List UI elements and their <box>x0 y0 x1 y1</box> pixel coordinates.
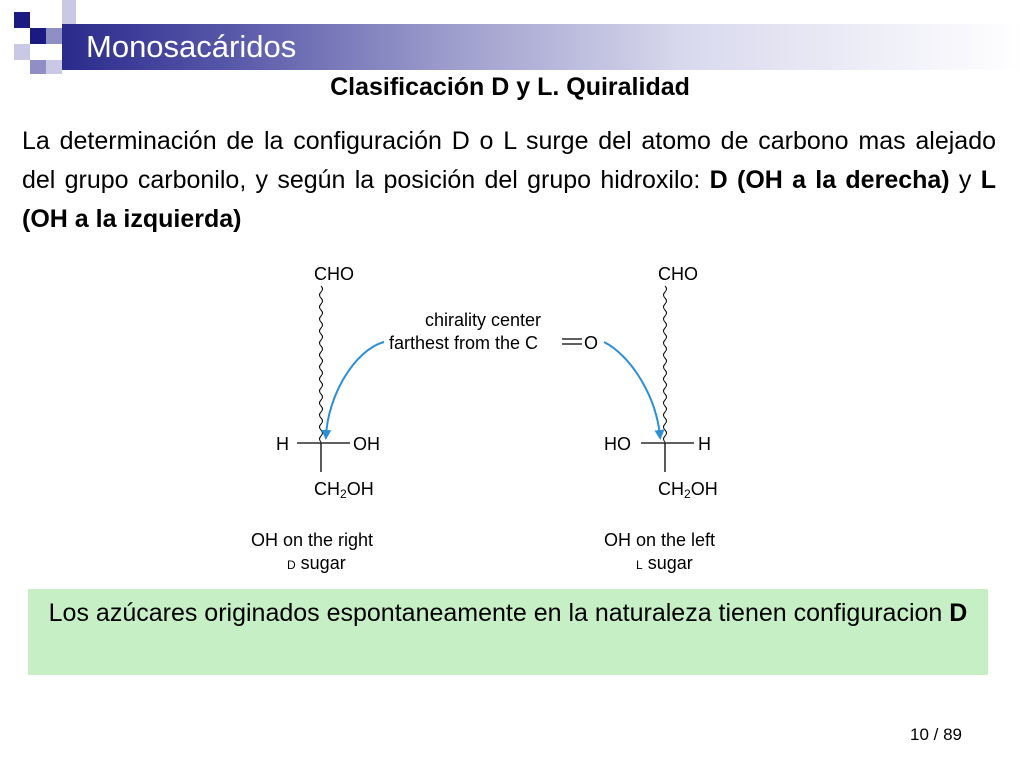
left-top-group: CHO <box>314 264 354 284</box>
formula-text: CH <box>658 479 684 499</box>
formula-subscript: 2 <box>684 487 691 501</box>
slide-subtitle: Clasificación D y L. Quiralidad <box>330 73 690 101</box>
paragraph-bold-l: L (OH a la izquierda) <box>22 166 996 233</box>
paragraph-text: y <box>949 166 981 194</box>
formula-text: OH <box>346 479 374 499</box>
right-bottom-group <box>658 478 718 500</box>
left-caption-line2 <box>287 552 346 576</box>
left-caption-line1: OH on the right <box>251 530 374 550</box>
right-caption-line2 <box>636 552 693 576</box>
decorative-square <box>62 0 76 24</box>
left-right-substituent: OH <box>353 434 380 454</box>
left-bottom-group <box>314 478 374 500</box>
page-number: 10 / 89 <box>910 725 962 744</box>
arrow-to-left-chirality-center <box>326 342 384 436</box>
right-caption-line1: OH on the left <box>604 530 716 550</box>
annotation-line2-suffix: O <box>584 333 599 353</box>
caption-word: sugar <box>642 553 693 573</box>
conclusion-bold-d: D <box>949 599 968 627</box>
caption-word: sugar <box>295 553 346 573</box>
paragraph-bold-d: D (OH a la derecha) <box>709 166 950 194</box>
conclusion-box <box>28 589 988 675</box>
decorative-square <box>46 28 62 44</box>
annotation-line2-prefix: farthest from the C <box>389 333 539 353</box>
right-left-substituent: HO <box>604 434 631 454</box>
decorative-square <box>30 28 46 44</box>
formula-text: CH <box>314 479 340 499</box>
conclusion-text: Los azúcares originados espontaneamente en la naturaleza tienen configuracion <box>48 599 950 627</box>
configuration-letter: D <box>287 558 296 572</box>
decorative-square <box>14 12 30 28</box>
right-right-substituent: H <box>698 434 711 454</box>
decorative-square <box>14 44 30 60</box>
right-top-group: CHO <box>658 264 698 284</box>
right-wavy-bond <box>664 286 667 442</box>
body-paragraph <box>22 122 996 239</box>
configuration-letter: L <box>636 558 643 572</box>
annotation-line1: chirality center <box>425 310 542 330</box>
formula-text: OH <box>690 479 718 499</box>
arrow-to-right-chirality-center <box>604 342 660 436</box>
formula-subscript: 2 <box>340 487 347 501</box>
left-wavy-bond <box>320 286 323 442</box>
paragraph-text: La determinación de la configuración D o L surge del atomo de carbono mas alejado del grupo carbonilo, y según la posición del grupo hidroxilo: <box>22 127 996 194</box>
slide-title: Monosacáridos <box>86 29 297 64</box>
left-left-substituent: H <box>276 434 289 454</box>
